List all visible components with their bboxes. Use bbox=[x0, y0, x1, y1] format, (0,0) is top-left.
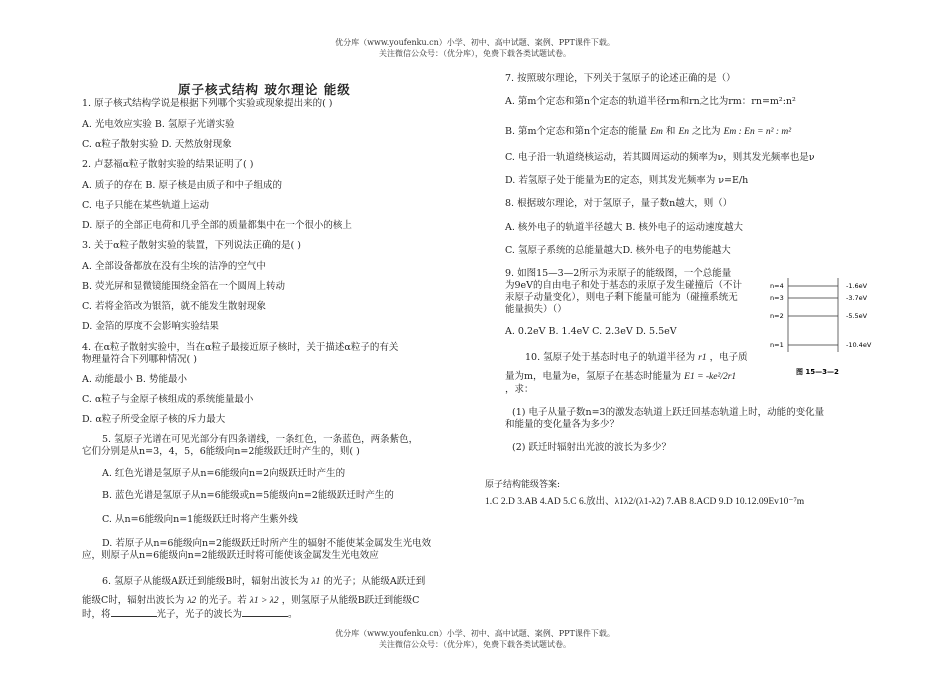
q4-stem-line1: 4. 在α粒子散射实验中，当在α粒子最接近原子核时，关于描述α粒子的有关 bbox=[82, 342, 399, 353]
page-title: 原子核式结构 玻尔理论 能级 bbox=[178, 82, 351, 97]
q6-line3-text-c: 。 bbox=[288, 609, 298, 620]
q5-option-c: C. 从n=6能级向n=1能级跃迁时将产生紫外线 bbox=[102, 514, 298, 525]
level-e-1: -10.4eV bbox=[846, 341, 872, 349]
q3-stem: 3. 关于α粒子散射实验的装置，下列说法正确的是( ) bbox=[82, 240, 301, 251]
q9-stem-line1: 9. 如图15—3—2所示为汞原子的能级图，一个总能量 bbox=[505, 268, 732, 279]
q9-stem-line2: 为9eV的自由电子和处于基态的汞原子发生碰撞后（不计 bbox=[505, 280, 743, 291]
footer-line-1: 优分库（www.youfenku.cn）小学、初中、高中试题、案例、PPT课件下载。 bbox=[335, 629, 615, 638]
q8-options-ab: A. 核外电子的轨道半径越大 B. 核外电子的运动速度越大 bbox=[505, 222, 743, 233]
energy-level-figure bbox=[768, 274, 886, 384]
q1-options-ab: A. 光电效应实验 B. 氢原子光谱实验 bbox=[82, 119, 235, 130]
q10-sub1-line1: (1) 电子从量子数n=3的激发态轨道上跃迁回基态轨道上时，动能的变化量 bbox=[512, 407, 825, 418]
lambda1-symbol: λ1 bbox=[311, 577, 321, 587]
q6-line3-text-a: 时，将 bbox=[82, 609, 111, 620]
level-e-3: -3.7eV bbox=[846, 294, 868, 302]
q5-option-d-line2: 应，则原子从n=6能级向n=2能级跃迁时将可能使该金属发生光电效应 bbox=[82, 550, 379, 561]
q10-sub1-line2: 和能量的变化量各为多少？ bbox=[505, 419, 620, 430]
q7-option-b bbox=[505, 126, 791, 138]
q4-options-ab: A. 动能最小 B. 势能最小 bbox=[82, 374, 187, 385]
answers-title: 原子结构能级答案: bbox=[485, 480, 561, 490]
q6-blank-2[interactable] bbox=[242, 607, 288, 617]
q7-stem: 7. 按照玻尔理论，下列关于氢原子的论述正确的是（） bbox=[505, 73, 736, 84]
q7-option-c: C. 电子沿一轨道绕核运动，若其圆周运动的频率为ν，则其发光频率也是ν bbox=[505, 152, 815, 163]
q6-blank-1[interactable] bbox=[111, 607, 157, 617]
answers-key: 1.C 2.D 3.AB 4.AD 5.C 6.放出、λ1λ2/(λ1-λ2) 7.AB 8.ACD 9.D 10.12.09Ev10⁻⁷m bbox=[485, 497, 805, 507]
q9-stem-line4: 能量损失）（） bbox=[505, 304, 567, 315]
q10-line1 bbox=[525, 352, 748, 364]
q4-option-c: C. α粒子与金原子核组成的系统能量最小 bbox=[82, 394, 254, 405]
level-e-4: -1.6eV bbox=[846, 282, 868, 290]
q6-line2-text-c: ，则氢原子从能级B跃迁到能级C bbox=[281, 595, 420, 606]
figure-caption: 图 15—3—2 bbox=[796, 368, 839, 376]
q3-option-b: B. 荧光屏和显微镜能围绕金箔在一个圆周上转动 bbox=[82, 281, 286, 292]
q6-line3-text-b: 光子，光子的波长为 bbox=[156, 609, 243, 620]
level-n-3: n=3 bbox=[770, 294, 784, 302]
q6-line1 bbox=[102, 576, 425, 588]
q6-line2-text-b: 的光子。若 bbox=[199, 595, 247, 606]
q5-stem-line2: 它们分别是从n=3，4，5，6能级向n=2能级跃迁时产生的，则( ) bbox=[82, 446, 360, 457]
q5-option-a: A. 红色光谱是氢原子从n=6能级向n=2向级跃迁时产生的 bbox=[102, 468, 346, 479]
level-n-1: n=1 bbox=[770, 341, 784, 349]
energy-en: En bbox=[678, 127, 689, 137]
q10-sub2: (2) 跃迁时辐射出光波的波长为多少？ bbox=[512, 442, 671, 453]
q6-line2-text-a: 能级C时，辐射出波长为 bbox=[82, 595, 185, 606]
q2-option-ab: A. 质子的存在 B. 原子核是由质子和中子组成的 bbox=[82, 180, 282, 191]
q10-line1-text-a: 10. 氢原子处于基态时电子的轨道半径为 bbox=[525, 352, 696, 363]
q7-option-d: D. 若氢原子处于能量为E的定态，则其发光频率为 ν=E/h bbox=[505, 175, 749, 186]
level-e-2: -5.5eV bbox=[846, 312, 868, 320]
q10-line3: ，求： bbox=[505, 384, 534, 395]
lambda2-symbol: λ2 bbox=[187, 596, 197, 606]
level-n-4: n=4 bbox=[770, 282, 784, 290]
q8-options-cd: C. 氢原子系统的总能量越大D. 核外电子的电势能越大 bbox=[505, 245, 731, 256]
header-line-1: 优分库（www.youfenku.cn）小学、初中、高中试题、案例、PPT课件下载。 bbox=[335, 38, 615, 47]
energy-ratio: Em : En = n² : m² bbox=[723, 127, 792, 137]
q3-option-d: D. 金箔的厚度不会影响实验结果 bbox=[82, 321, 219, 332]
level-n-2: n=2 bbox=[770, 312, 784, 320]
q9-options: A. 0.2eV B. 1.4eV C. 2.3eV D. 5.5eV bbox=[505, 326, 677, 337]
q10-line2 bbox=[505, 371, 736, 383]
lambda-compare: λ1 > λ2 bbox=[249, 596, 279, 606]
radius-r1: r1 bbox=[698, 353, 707, 363]
q5-option-d-line1: D. 若原子从n=6能级向n=2能级跃迁时所产生的辐射不能使某金属发生光电效 bbox=[102, 538, 432, 549]
q2-stem: 2. 卢瑟福α粒子散射实验的结果证明了( ) bbox=[82, 159, 254, 170]
q7-option-b-text-3: 之比为 bbox=[692, 126, 721, 137]
q5-option-b: B. 蓝色光谱是氢原子从n=6能级或n=5能级向n=2能级跃迁时产生的 bbox=[102, 490, 394, 501]
q5-stem-line1: 5. 氢原子光谱在可见光部分有四条谱线，一条红色，一条蓝色，两条紫色， bbox=[102, 434, 419, 445]
footer-line-2: 关注微信公众号：（优分库），免费下载各类试题试卷。 bbox=[379, 640, 571, 649]
energy-e1-formula: E1 = -ke²/2r1 bbox=[684, 372, 737, 382]
q1-options-cd: C. α粒子散射实验 D. 天然放射现象 bbox=[82, 139, 232, 150]
q6-line3 bbox=[82, 607, 298, 621]
q3-option-c: C. 若将金箔改为银箔，就不能发生散射现象 bbox=[82, 301, 266, 312]
q2-option-d: D. 原子的全部正电荷和几乎全部的质量都集中在一个很小的核上 bbox=[82, 220, 352, 231]
q9-stem-line3: 汞原子动量变化），则电子剩下能量可能为（碰撞系统无 bbox=[505, 292, 738, 303]
q3-option-a: A. 全部设备都放在没有尘埃的洁净的空气中 bbox=[82, 261, 266, 272]
q7-option-b-text-1: B. 第m个定态和第n个定态的能量 bbox=[505, 126, 648, 137]
q7-option-b-text-2: 和 bbox=[665, 126, 676, 137]
q4-option-d: D. α粒子所受金原子核的斥力最大 bbox=[82, 414, 226, 425]
q6-line1-text-b: 的光子；从能级A跃迁到 bbox=[323, 576, 426, 587]
energy-em: Em bbox=[650, 127, 663, 137]
q10-line2-text-a: 量为m，电量为e，氢原子在基态时能量为 bbox=[505, 371, 682, 382]
header-line-2: 关注微信公众号：（优分库），免费下载各类试题试卷。 bbox=[379, 49, 571, 58]
q4-stem-line2: 物理量符合下列哪种情况( ) bbox=[82, 354, 197, 365]
q2-option-c: C. 电子只能在某些轨道上运动 bbox=[82, 200, 209, 211]
q8-stem: 8. 根据玻尔理论，对于氢原子，量子数n越大，则（） bbox=[505, 198, 733, 209]
q1-stem: 1. 原子核式结构学说是根据下列哪个实验或现象提出来的( ) bbox=[82, 98, 333, 109]
q10-line1-text-b: ，电子质 bbox=[709, 352, 748, 363]
q7-option-a: A. 第m个定态和第n个定态的轨道半径rm和rn之比为rm：rn=m²:n² bbox=[505, 96, 796, 107]
q6-line1-text-a: 6. 氢原子从能级A跃迁到能级B时，辐射出波长为 bbox=[102, 576, 309, 587]
energy-level-diagram bbox=[768, 274, 886, 384]
q6-line2 bbox=[82, 595, 419, 607]
